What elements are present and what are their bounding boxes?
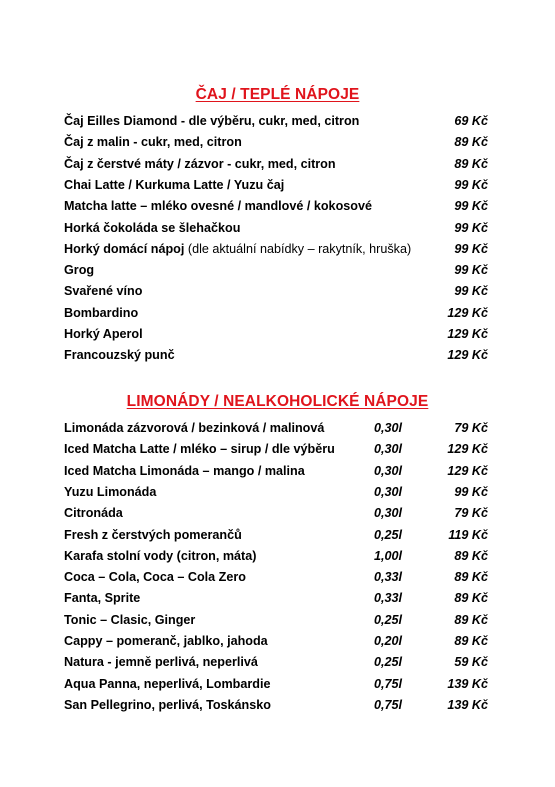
menu-item: [64, 503, 494, 523]
item-volume: 0,30l: [374, 421, 403, 435]
item-volume: 0,75l: [374, 676, 403, 691]
item-name-text: Matcha latte – mléko ovesné / mandlové / kokosové: [64, 199, 372, 214]
item-price: 89 Kč: [454, 570, 488, 585]
item-price: 139 Kč: [447, 676, 488, 691]
menu-item: [64, 324, 494, 344]
item-name-text: Aqua Panna, neperlivá, Lombardie: [64, 676, 271, 691]
item-name-text: Fanta, Sprite: [64, 591, 141, 606]
menu-item: [64, 610, 494, 630]
item-name: [64, 154, 336, 174]
item-price: 99 Kč: [454, 220, 488, 235]
menu-item: [64, 218, 494, 238]
item-volume: 0,33l: [374, 591, 403, 606]
item-name-text: Grog: [64, 263, 95, 278]
section-title-soft-drinks: LIMONÁDY / NEALKOHOLICKÉ NÁPOJE: [126, 393, 429, 410]
item-name-text: Natura - jemně perlivá, neperlivá: [64, 655, 258, 670]
item-volume: 0,25l: [374, 655, 403, 670]
item-name-text: Cappy – pomeranč, jablko, jahoda: [64, 634, 268, 648]
menu-item: [64, 588, 494, 608]
menu-item: [64, 175, 494, 195]
item-volume: 0,25l: [374, 612, 403, 627]
item-name-text: Čaj z čerstvé máty / zázvor - cukr, med, citron: [64, 156, 336, 171]
item-name-text: Citronáda: [64, 506, 123, 521]
item-price: 59 Kč: [454, 655, 488, 670]
item-price: 99 Kč: [454, 263, 488, 278]
item-name-text: Čaj z malin - cukr, med, citron: [64, 135, 242, 150]
item-volume: 0,30l: [374, 506, 403, 521]
item-price: 129 Kč: [447, 305, 488, 320]
item-price: 129 Kč: [447, 327, 488, 341]
item-name: [64, 674, 270, 694]
item-price: 129 Kč: [447, 348, 488, 363]
item-volume: 0,20l: [374, 634, 403, 648]
menu-item: [64, 303, 494, 323]
menu-item: [64, 482, 494, 502]
item-name-text: Yuzu Limonáda: [64, 484, 157, 499]
item-note: (dle aktuální nabídky – rakytník, hruška): [184, 241, 412, 256]
item-price: 99 Kč: [454, 199, 488, 214]
menu-item: [64, 695, 494, 715]
item-price: 69 Kč: [454, 114, 488, 128]
item-name: [64, 631, 268, 651]
item-name-text: Coca – Cola, Coca – Cola Zero: [64, 570, 246, 585]
item-name: [64, 324, 143, 344]
item-name-text: San Pellegrino, perlivá, Toskánsko: [64, 697, 271, 712]
item-price: 89 Kč: [454, 156, 488, 171]
item-name-text: Horká čokoláda se šlehačkou: [64, 220, 241, 235]
item-price: 99 Kč: [454, 177, 488, 192]
item-name: [64, 260, 94, 280]
item-volume: 0,33l: [374, 570, 403, 585]
menu-item: [64, 461, 494, 481]
item-name: [64, 503, 123, 523]
item-price: 89 Kč: [454, 634, 488, 648]
menu-item: [64, 281, 494, 301]
item-name: [64, 546, 256, 566]
item-name: [64, 652, 258, 672]
item-name: [64, 345, 175, 365]
section-title-hot-drinks: ČAJ / TEPLÉ NÁPOJE: [195, 86, 360, 103]
item-name: [64, 695, 271, 715]
item-name: [64, 132, 242, 152]
menu-item: [64, 154, 494, 174]
item-name-text: Francouzský punč: [64, 348, 175, 363]
item-price: 99 Kč: [454, 484, 488, 499]
item-price: 89 Kč: [454, 612, 488, 627]
item-name: [64, 439, 335, 459]
item-name: [64, 482, 156, 502]
item-name-text: Karafa stolní vody (citron, máta): [64, 548, 257, 563]
item-volume: 0,30l: [374, 442, 403, 457]
item-name-text: Svařené víno: [64, 284, 143, 299]
item-name-text: Čaj Eilles Diamond - dle výběru, cukr, med, citron: [64, 114, 360, 128]
item-price: 79 Kč: [454, 421, 488, 435]
menu-item: [64, 418, 494, 438]
item-name-text: Bombardino: [64, 305, 139, 320]
item-name: [64, 567, 246, 587]
item-price: 99 Kč: [454, 284, 488, 299]
item-name: [64, 303, 138, 323]
menu-item: [64, 525, 494, 545]
item-name-text: Horký Aperol: [64, 327, 143, 341]
item-name: [64, 239, 411, 259]
item-name-text: Fresh z čerstvých pomerančů: [64, 527, 242, 542]
item-name-text: Limonáda zázvorová / bezinková / malinová: [64, 421, 325, 435]
item-name-text: Iced Matcha Latte / mléko – sirup / dle výběru: [64, 442, 335, 457]
item-volume: 0,30l: [374, 463, 403, 478]
item-name-text: Tonic – Clasic, Ginger: [64, 612, 196, 627]
menu-item: [64, 239, 494, 259]
item-price: 119 Kč: [448, 527, 488, 542]
item-name: [64, 610, 195, 630]
menu-item: [64, 196, 494, 216]
item-price: 89 Kč: [454, 548, 488, 563]
menu-item: [64, 631, 494, 651]
menu-item: [64, 260, 494, 280]
item-price: 139 Kč: [447, 697, 488, 712]
item-price: 99 Kč: [454, 241, 488, 256]
menu-item: [64, 345, 494, 365]
item-volume: 1,00l: [374, 548, 403, 563]
item-name: [64, 461, 305, 481]
item-name-text: Iced Matcha Limonáda – mango / malina: [64, 463, 305, 478]
item-price: 89 Kč: [454, 135, 488, 150]
item-name: [64, 175, 284, 195]
item-name: [64, 588, 140, 608]
item-name-text: Horký domácí nápoj: [64, 241, 185, 256]
item-name: [64, 196, 372, 216]
item-price: 89 Kč: [454, 591, 488, 606]
item-price: 129 Kč: [447, 463, 488, 478]
menu-item: [64, 567, 494, 587]
menu-item: [64, 439, 494, 459]
item-volume: 0,75l: [374, 697, 403, 712]
item-name: [64, 525, 242, 545]
item-volume: 0,30l: [374, 484, 403, 499]
item-price: 129 Kč: [447, 442, 488, 457]
menu-item: [64, 132, 494, 152]
item-name: [64, 281, 142, 301]
item-price: 79 Kč: [454, 506, 488, 521]
menu-item: [64, 546, 494, 566]
item-name-text: Chai Latte / Kurkuma Latte / Yuzu čaj: [64, 177, 285, 192]
menu-item: [64, 674, 494, 694]
item-name: [64, 218, 240, 238]
menu-item: [64, 652, 494, 672]
item-volume: 0,25l: [374, 527, 403, 542]
item-name: [64, 111, 359, 131]
item-name: [64, 418, 324, 438]
menu-item: [64, 111, 494, 131]
